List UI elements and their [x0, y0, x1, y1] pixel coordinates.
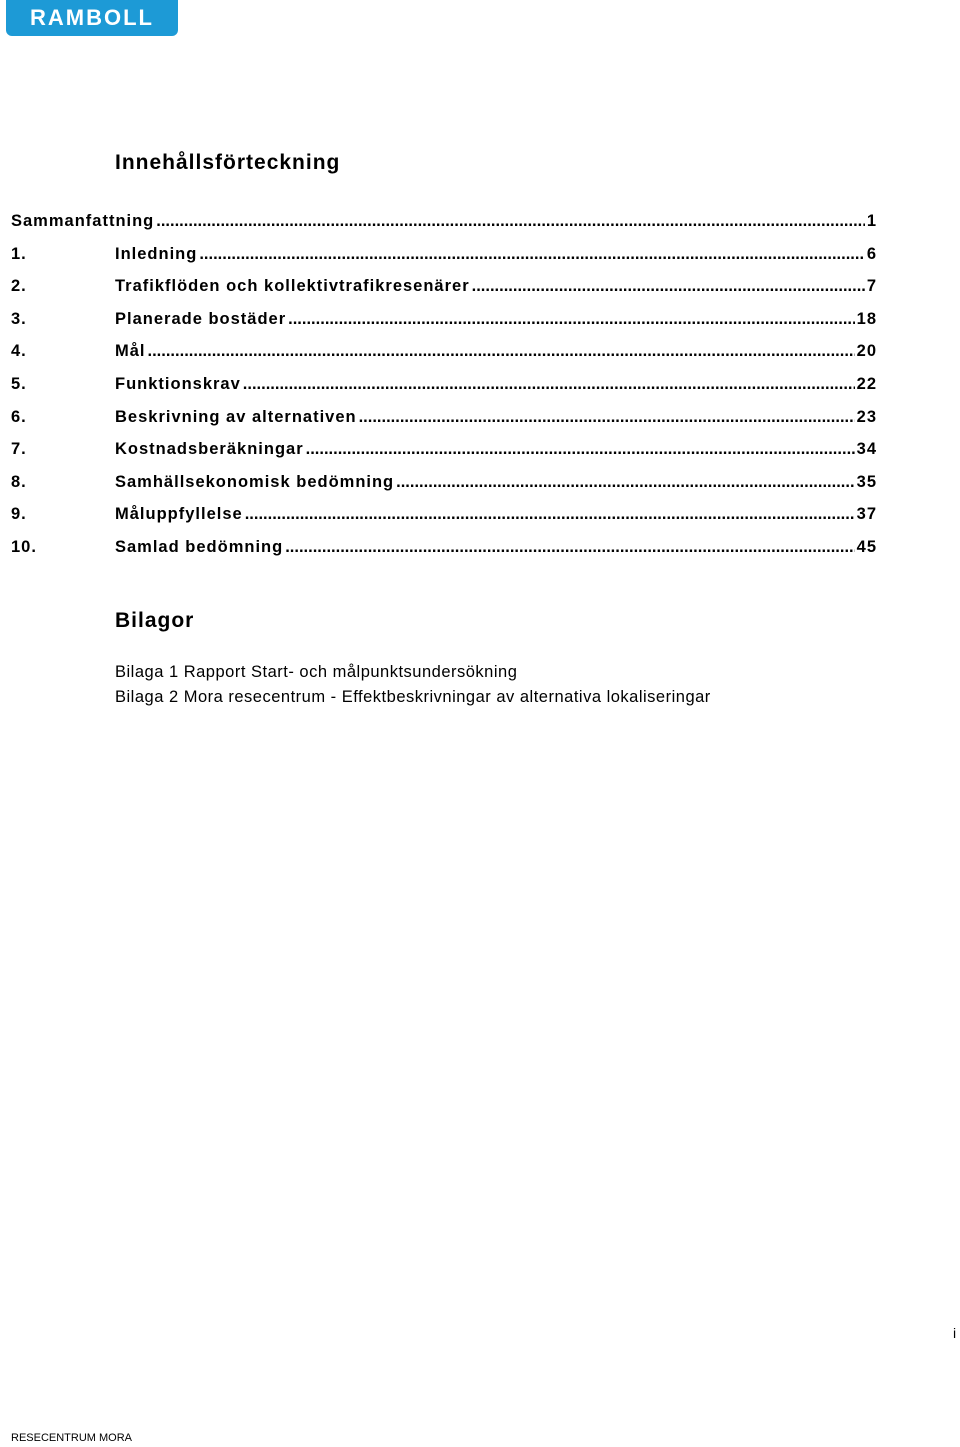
toc-entry-page: 37 [856, 505, 877, 524]
footer-text: RESECENTRUM MORA [11, 1432, 133, 1444]
toc-entry[interactable] [11, 505, 877, 538]
appendix-item: Bilaga 1 Rapport Start- och målpunktsundersökning [115, 663, 518, 681]
toc-entry-label: Samlad bedömning [115, 537, 284, 556]
toc-entry-page: 22 [856, 374, 877, 393]
toc-dot-leader [359, 408, 855, 427]
toc-entry-label: Kostnadsberäkningar [115, 440, 304, 459]
toc-entry-label: Funktionskrav [115, 374, 241, 393]
page-number: i [953, 1325, 957, 1341]
toc-entry-number: 1. [11, 244, 27, 263]
toc-dot-leader [288, 310, 855, 329]
toc-entry-label: Planerade bostäder [115, 309, 287, 328]
toc-dot-leader [396, 473, 855, 492]
toc-dot-leader [472, 277, 865, 296]
toc-entry[interactable] [11, 342, 877, 375]
toc-entry-page: 6 [866, 244, 877, 263]
ramboll-logo [6, 0, 178, 36]
toc-entry-label: Mål [115, 342, 146, 361]
toc-entry-label: Sammanfattning [11, 212, 155, 230]
table-of-contents [11, 212, 877, 571]
toc-entry-number: 3. [11, 309, 27, 328]
toc-entry-label: Måluppfyllelse [115, 505, 243, 524]
toc-dot-leader [243, 375, 855, 394]
toc-entry[interactable] [11, 277, 877, 310]
toc-entry-page: 18 [856, 309, 877, 328]
toc-dot-leader [245, 505, 855, 524]
appendices-title: Bilagor [115, 609, 195, 632]
toc-entry[interactable] [11, 245, 877, 278]
toc-entry-label: Inledning [115, 244, 198, 263]
toc-title: Innehållsförteckning [115, 151, 341, 174]
toc-entry-number: 4. [11, 342, 27, 361]
toc-entry[interactable] [11, 538, 877, 571]
toc-entry-number: 10. [11, 537, 37, 556]
toc-dot-leader [148, 342, 855, 361]
toc-entry-page: 35 [856, 472, 877, 491]
toc-entry[interactable] [11, 310, 877, 343]
toc-entry-label: Trafikflöden och kollektivtrafikresenärer [115, 277, 470, 296]
toc-entry-number: 8. [11, 472, 27, 491]
toc-entry-page: 20 [856, 342, 877, 361]
toc-dot-leader [199, 245, 864, 264]
toc-entry-page: 34 [856, 440, 877, 459]
toc-entry-page: 7 [866, 277, 877, 296]
toc-entry[interactable] [11, 408, 877, 441]
appendix-item: Bilaga 2 Mora resecentrum - Effektbeskrivningar av alternativa lokaliseringar [115, 688, 711, 706]
toc-entry-number: 2. [11, 277, 27, 296]
toc-entry[interactable] [11, 375, 877, 408]
toc-dot-leader [156, 212, 865, 231]
appendices-list [115, 660, 711, 710]
toc-dot-leader [306, 440, 855, 459]
toc-dot-leader [285, 538, 854, 557]
toc-entry[interactable] [11, 473, 877, 506]
toc-entry-page: 1 [866, 212, 877, 230]
toc-entry-label: Samhällsekonomisk bedömning [115, 472, 395, 491]
toc-entry-number: 9. [11, 505, 27, 524]
toc-entry-number: 5. [11, 374, 27, 393]
logo-text: RAMBOLL [30, 5, 154, 30]
toc-entry-page: 45 [856, 537, 877, 556]
toc-entry-page: 23 [856, 407, 877, 426]
toc-entry-number: 6. [11, 407, 27, 426]
toc-entry-label: Beskrivning av alternativen [115, 407, 357, 426]
toc-entry[interactable] [11, 440, 877, 473]
toc-entry[interactable] [11, 212, 877, 245]
toc-entry-number: 7. [11, 440, 27, 459]
